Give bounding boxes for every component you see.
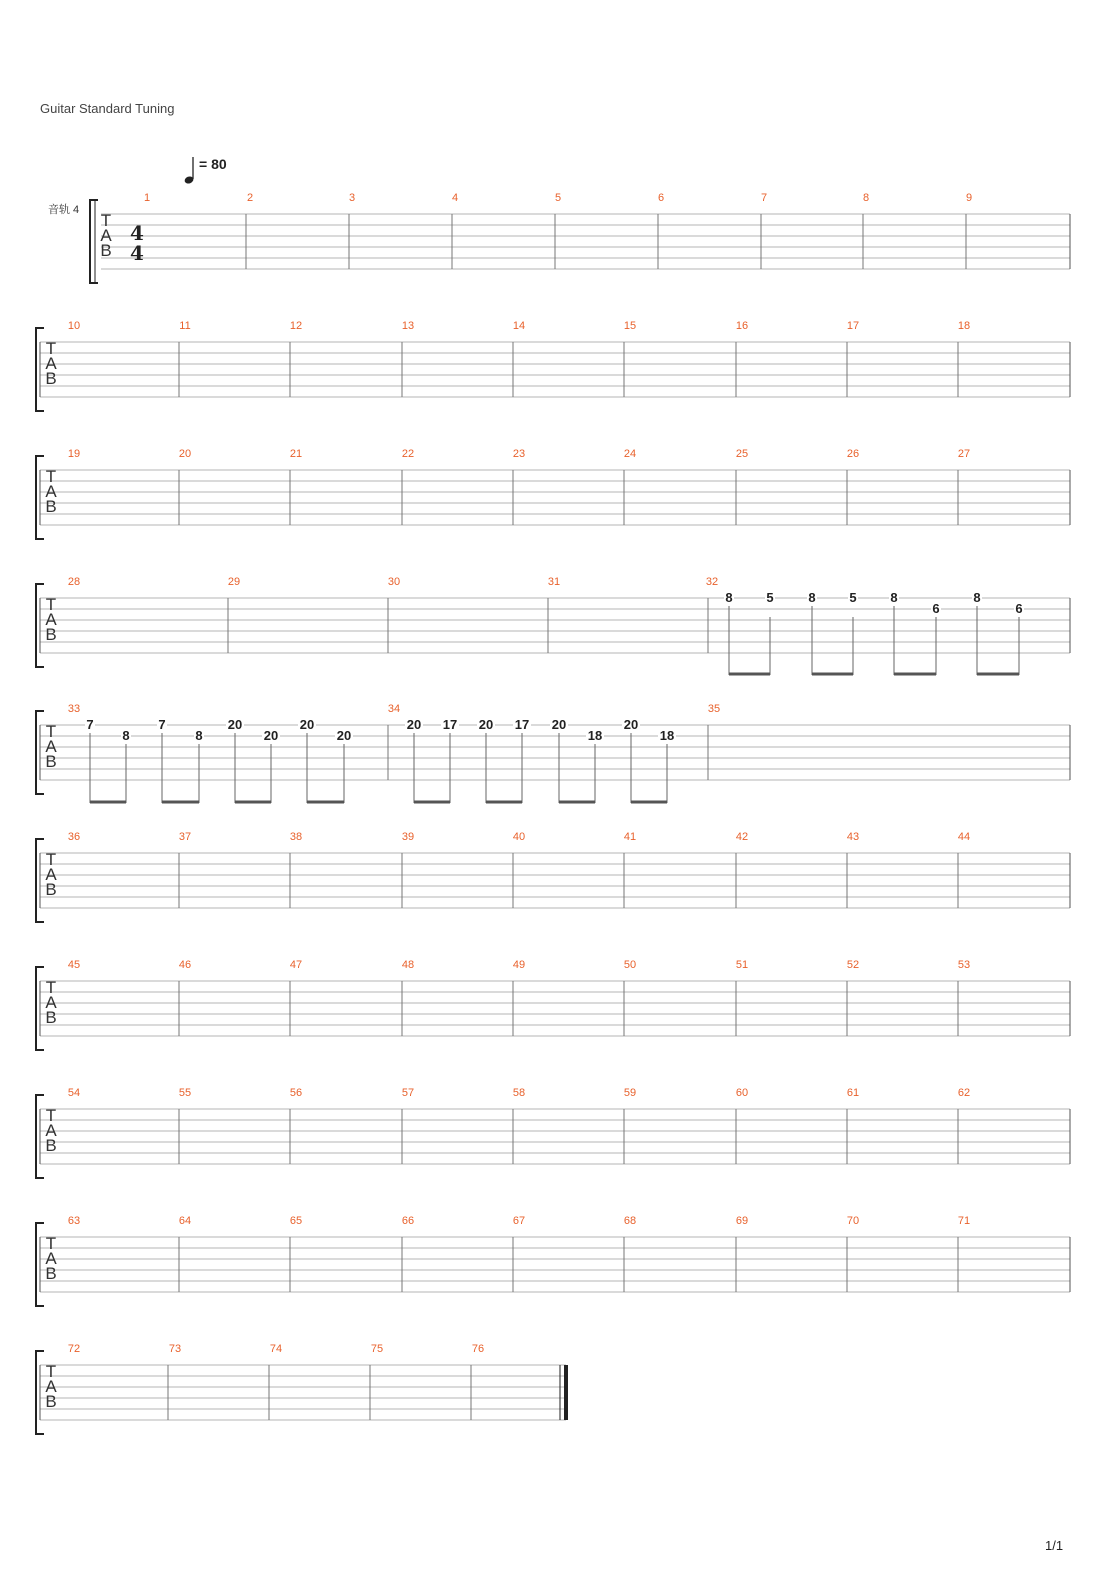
measure-number: 61 <box>846 1087 860 1099</box>
measure-number: 5 <box>554 192 562 204</box>
measure-notes <box>405 717 676 743</box>
fret-number: 17 <box>514 717 530 732</box>
track-label: 音轨 4 <box>48 204 80 216</box>
tab-clef-letter: T <box>45 1106 57 1125</box>
measure-number: 70 <box>846 1215 860 1227</box>
measure-number: 72 <box>67 1343 81 1355</box>
fret-number: 20 <box>299 717 315 732</box>
measure-number: 12 <box>289 320 303 332</box>
fret-number: 17 <box>442 717 458 732</box>
measure-number: 47 <box>289 959 303 971</box>
measure-number: 10 <box>67 320 81 332</box>
measure-number: 19 <box>67 448 81 460</box>
measure-number: 66 <box>401 1215 415 1227</box>
measure-number: 53 <box>957 959 971 971</box>
tuning-label: Guitar Standard Tuning <box>40 101 175 116</box>
measure-number: 73 <box>168 1343 182 1355</box>
measure-number: 58 <box>512 1087 526 1099</box>
quarter-note-icon <box>184 157 195 185</box>
measure-number: 30 <box>387 576 401 588</box>
tab-clef-letter: B <box>45 369 57 388</box>
measure-number: 13 <box>401 320 415 332</box>
tempo-marking: = 80 <box>199 156 227 172</box>
tab-clef-letter: B <box>45 1392 57 1411</box>
measure-number: 52 <box>846 959 860 971</box>
measure-number: 56 <box>289 1087 303 1099</box>
tab-system <box>36 448 1070 539</box>
measure-number: 65 <box>289 1215 303 1227</box>
tab-clef-letter: T <box>45 978 57 997</box>
fret-number: 7 <box>86 717 94 732</box>
tab-clef-letter: T <box>45 722 57 741</box>
tab-clef-letter: T <box>45 467 57 486</box>
measure-number: 1 <box>143 192 151 204</box>
measure-number: 11 <box>179 320 191 332</box>
tab-clef-letter: B <box>45 625 57 644</box>
measure-number: 64 <box>178 1215 192 1227</box>
fret-number: 5 <box>766 590 774 605</box>
measure-number: 31 <box>547 576 561 588</box>
tab-clef-letter: A <box>45 1249 57 1268</box>
fret-number: 8 <box>725 590 733 605</box>
measure-number: 28 <box>67 576 81 588</box>
measure-number: 20 <box>178 448 192 460</box>
tab-clef-letter: T <box>45 339 57 358</box>
measure-number: 63 <box>67 1215 81 1227</box>
measure-number: 38 <box>289 831 303 843</box>
tab-clef-letter: T <box>45 595 57 614</box>
tab-system <box>36 576 1070 667</box>
measure-number: 67 <box>512 1215 526 1227</box>
tab-clef-letter: T <box>100 211 112 230</box>
fret-number: 20 <box>551 717 567 732</box>
measure-number: 50 <box>623 959 637 971</box>
measure-number: 35 <box>707 703 721 715</box>
fret-number: 20 <box>478 717 494 732</box>
tab-clef-letter: B <box>45 752 57 771</box>
measure-number: 37 <box>178 831 192 843</box>
measure-number: 76 <box>471 1343 485 1355</box>
fret-number: 8 <box>890 590 898 605</box>
measure-number: 44 <box>957 831 971 843</box>
measure-number: 26 <box>846 448 860 460</box>
tab-clef-letter: B <box>100 241 112 260</box>
tab-clef-letter: B <box>45 880 57 899</box>
tab-clef-letter: B <box>45 1264 57 1283</box>
measure-number: 33 <box>67 703 81 715</box>
measure-number: 7 <box>760 192 768 204</box>
measure-number: 17 <box>846 320 860 332</box>
fret-number: 7 <box>158 717 166 732</box>
tab-clef-letter: A <box>45 1377 57 1396</box>
measure-number: 24 <box>623 448 637 460</box>
measure-notes <box>85 717 353 743</box>
measure-number: 2 <box>246 192 254 204</box>
tab-clef-letter: A <box>45 1121 57 1140</box>
fret-number: 8 <box>122 728 130 743</box>
measure-number: 39 <box>401 831 415 843</box>
time-signature-top: 4 <box>130 221 144 245</box>
tab-clef-letter: A <box>100 226 112 245</box>
measure-number: 9 <box>965 192 973 204</box>
measure-number: 14 <box>512 320 526 332</box>
measure-number: 68 <box>623 1215 637 1227</box>
measure-number: 57 <box>401 1087 415 1099</box>
measure-number: 6 <box>657 192 665 204</box>
measure-number: 45 <box>67 959 81 971</box>
tab-system <box>36 1087 1070 1178</box>
tab-system <box>36 1343 566 1434</box>
measure-number: 32 <box>705 576 719 588</box>
fret-number: 8 <box>808 590 816 605</box>
fret-number: 20 <box>263 728 279 743</box>
tab-system <box>48 192 1070 283</box>
measure-number: 42 <box>735 831 749 843</box>
tab-clef-letter: A <box>45 865 57 884</box>
measure-number: 49 <box>512 959 526 971</box>
measure-notes <box>724 590 1024 616</box>
measure-number: 18 <box>957 320 971 332</box>
fret-number: 5 <box>849 590 857 605</box>
fret-number: 20 <box>406 717 422 732</box>
measure-number: 21 <box>289 448 303 460</box>
tab-clef-letter: A <box>45 482 57 501</box>
fret-number: 20 <box>227 717 243 732</box>
fret-number: 18 <box>659 728 675 743</box>
measure-number: 54 <box>67 1087 81 1099</box>
fret-number: 8 <box>195 728 203 743</box>
measure-number: 71 <box>957 1215 971 1227</box>
tab-clef-letter: T <box>45 1362 57 1381</box>
tab-clef-letter: A <box>45 610 57 629</box>
tab-clef-letter: A <box>45 354 57 373</box>
page-number: 1/1 <box>1045 1538 1064 1553</box>
tab-clef-letter: B <box>45 1008 57 1027</box>
fret-number: 20 <box>336 728 352 743</box>
system-bracket <box>90 200 98 283</box>
fret-number: 20 <box>623 717 639 732</box>
fret-number: 6 <box>1015 601 1023 616</box>
measure-number: 4 <box>451 192 459 204</box>
measure-number: 46 <box>178 959 192 971</box>
measure-number: 41 <box>623 831 637 843</box>
tab-system <box>36 831 1070 922</box>
measure-number: 43 <box>846 831 860 843</box>
fret-number: 18 <box>587 728 603 743</box>
measure-number: 3 <box>348 192 356 204</box>
tab-clef-letter: A <box>45 993 57 1012</box>
measure-number: 74 <box>269 1343 283 1355</box>
measure-number: 34 <box>387 703 401 715</box>
measure-number: 23 <box>512 448 526 460</box>
measure-number: 55 <box>178 1087 192 1099</box>
measure-number: 25 <box>735 448 749 460</box>
measure-number: 75 <box>370 1343 384 1355</box>
measure-number: 69 <box>735 1215 749 1227</box>
tab-clef-letter: B <box>45 497 57 516</box>
measure-number: 8 <box>862 192 870 204</box>
tab-clef-letter: T <box>45 1234 57 1253</box>
measure-number: 29 <box>227 576 241 588</box>
measure-number: 16 <box>735 320 749 332</box>
measure-number: 51 <box>735 959 749 971</box>
fret-number: 6 <box>932 601 940 616</box>
measure-number: 48 <box>401 959 415 971</box>
tab-clef-letter: A <box>45 737 57 756</box>
tab-clef-letter: T <box>45 850 57 869</box>
tab-system <box>36 1215 1070 1306</box>
fret-number: 8 <box>973 590 981 605</box>
tab-system <box>36 320 1070 411</box>
measure-number: 27 <box>957 448 971 460</box>
tab-clef-letter: B <box>45 1136 57 1155</box>
tab-system <box>36 959 1070 1050</box>
measure-number: 59 <box>623 1087 637 1099</box>
measure-number: 40 <box>512 831 526 843</box>
measure-number: 62 <box>957 1087 971 1099</box>
measure-number: 60 <box>735 1087 749 1099</box>
measure-number: 15 <box>623 320 637 332</box>
measure-number: 22 <box>401 448 415 460</box>
measure-number: 36 <box>67 831 81 843</box>
time-signature-bottom: 4 <box>130 241 144 265</box>
